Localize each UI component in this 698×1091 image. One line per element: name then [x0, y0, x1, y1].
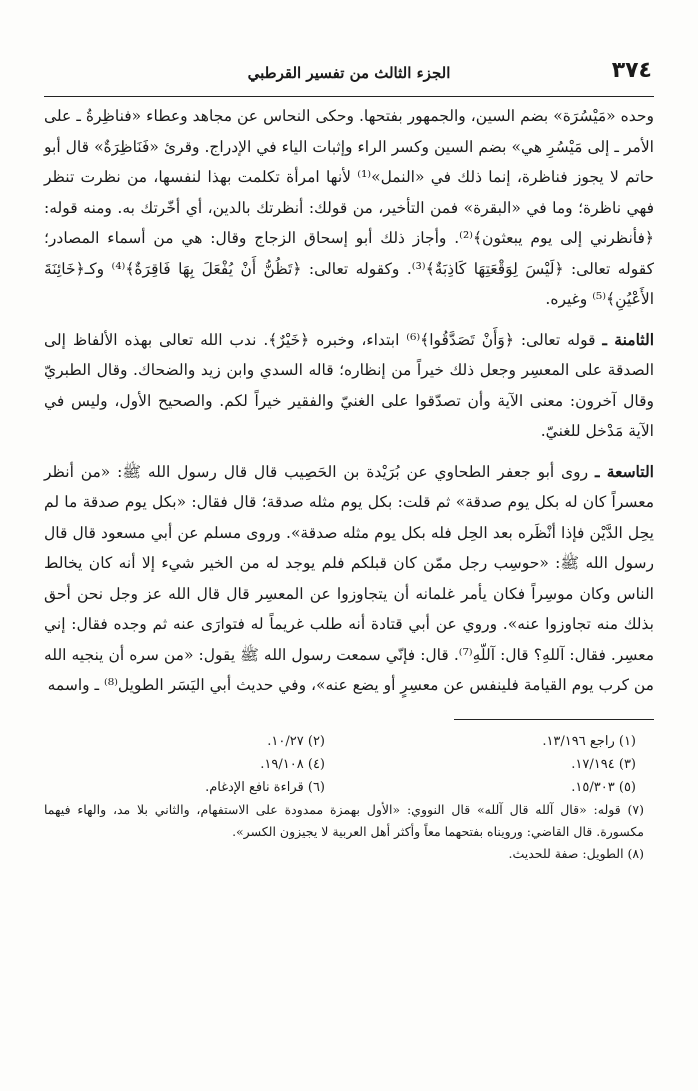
- paragraph: [44, 457, 654, 701]
- footnotes: [44, 730, 654, 865]
- footnote: (٦) قراءة نافع الإدغام.: [205, 779, 325, 795]
- page-header: [44, 58, 654, 97]
- running-title: الجزء الثالث من تفسير القرطبي: [247, 64, 451, 82]
- page-number: ٣٧٤: [611, 58, 652, 83]
- footnote: (٤) ١٩/١٠٨.: [260, 756, 325, 772]
- footnote-divider: [454, 719, 654, 720]
- section-heading: التاسعة ـ: [594, 461, 654, 481]
- paragraph: [44, 101, 654, 315]
- paragraph-text: وحده «مَيْسُرَة» بضم السين، والجمهور بفتحها. وحكى النحاس عن مجاهد وعطاء «فناظِرةُ ـ على الأمر ـ إلى مَيْسُرِ هي» بضم السين وكسر الراء وإثبات الياء في الإدراج. وقرئ «فَنَاظِرَةٌ» قال أبو حاتم لا يجوز فناظرة، إنما ذلك في «النمل»⁽¹⁾ لأنها امرأة تكلمت بهذا لنفسها، من نظرت تنظر فهي ناظرة؛ وما في «البقرة» فمن التأخير، من قولك: أنظرتك بالدين، أي أخّرتك به. ومنه قوله: ﴿فأنظرني إلى يوم يبعثون﴾⁽²⁾. وأجاز ذلك أبو إسحاق الزجاج وقال: هي من أسماء المصادر؛ كقوله تعالى: ﴿لَيْسَ لِوَقْعَتِهَا كَاذِبَةٌ﴾⁽³⁾. وكقوله تعالى: ﴿تَظُنُّ أَنْ يُفْعَلَ بِهَا فَاقِرَةٌ﴾⁽⁴⁾ وكـ﴿خَائِنَةَ الأَعْيُنِ﴾⁽⁵⁾ وغيره.: [44, 107, 655, 308]
- footnote: (١) راجع ١٣/١٩٦.: [542, 733, 636, 749]
- footnote: (٣) ١٧/١٩٤.: [571, 756, 636, 772]
- footnote: (٥) ١٥/٣٠٣.: [571, 779, 636, 795]
- paragraph-text: روى أبو جعفر الطحاوي عن بُرَيْدة بن الحَصِيب قال قال رسول الله ﷺ: «من أنظر معسراً كان له بكل يوم صدقة» ثم قلت: بكل يوم مثله صدقة؛ قال فقال: «بكل يوم صدقة ما لم يحِل الدَّيْن فإذا أنْظَره بعد الحِل فله بكل يوم مثله صدقة». وروى مسلم عن أبي مسعود قال قال رسول الله ﷺ: «حوسِب رجل ممّن كان قبلكم فلم يوجد له من الخير شيء إلا أنه كان يخالط الناس وكان موسِراً فكان يأمر غلمانه أن يتجاوزوا عن المعسِر قال قال الله عز وجل نحن أحق بذلك منه تجاوزوا عنه». وروي عن أبي قتادة أنه طلب غريماً له فتوارَى عنه ثم وجده فقال: إني معسِر. فقال: آللهِ؟ قال: آللّهِ⁽⁷⁾. قال: فإنّي سمعت رسول الله ﷺ يقول: «من سره أن ينجيه الله من كرب يوم القيامة فلينفس عن معسِرٍ أو يضع عنه»، وفي حديث أبي اليَسَر الطويل⁽⁸⁾ ـ واسمه: [44, 462, 654, 694]
- footnote: (٧) قوله: «قال آلله قال آلله» قال النووي: «الأول بهمزة ممدودة على الاستفهام، والثاني بلا مد، والهاء فيهما مكسورة. قال القاضي: ورويناه بفتحهما معاً وأكثر أهل العربية لا يجيزون الكسر».: [44, 801, 644, 839]
- section-heading: الثامنة ـ: [602, 329, 655, 349]
- paragraph: [44, 325, 654, 447]
- footnote: (٨) الطويل: صفة للحديث.: [508, 845, 644, 861]
- paragraph-text: قوله تعالى: ﴿وَأَنْ تَصَدَّقُوا﴾⁽⁶⁾ ابتداء، وخبره ﴿خَيْرٌ﴾. ندب الله تعالى بهذه الألفاظ إلى الصدقة على المعسِر وجعل ذلك خيراً من إنظاره؛ قاله السدي وابن زيد والضحاك. وقال الطبريّ وقال آخرون: معنى الآية وأن تصدّقوا على الغنيّ والفقير خيراً لكم. والصحيح الأول، وليس في الآية مَدْخل للغنيّ.: [44, 330, 654, 440]
- footnote: (٢) ١٠/٢٧.: [267, 733, 325, 749]
- main-text: [44, 101, 654, 701]
- footnote-grid: [44, 730, 654, 799]
